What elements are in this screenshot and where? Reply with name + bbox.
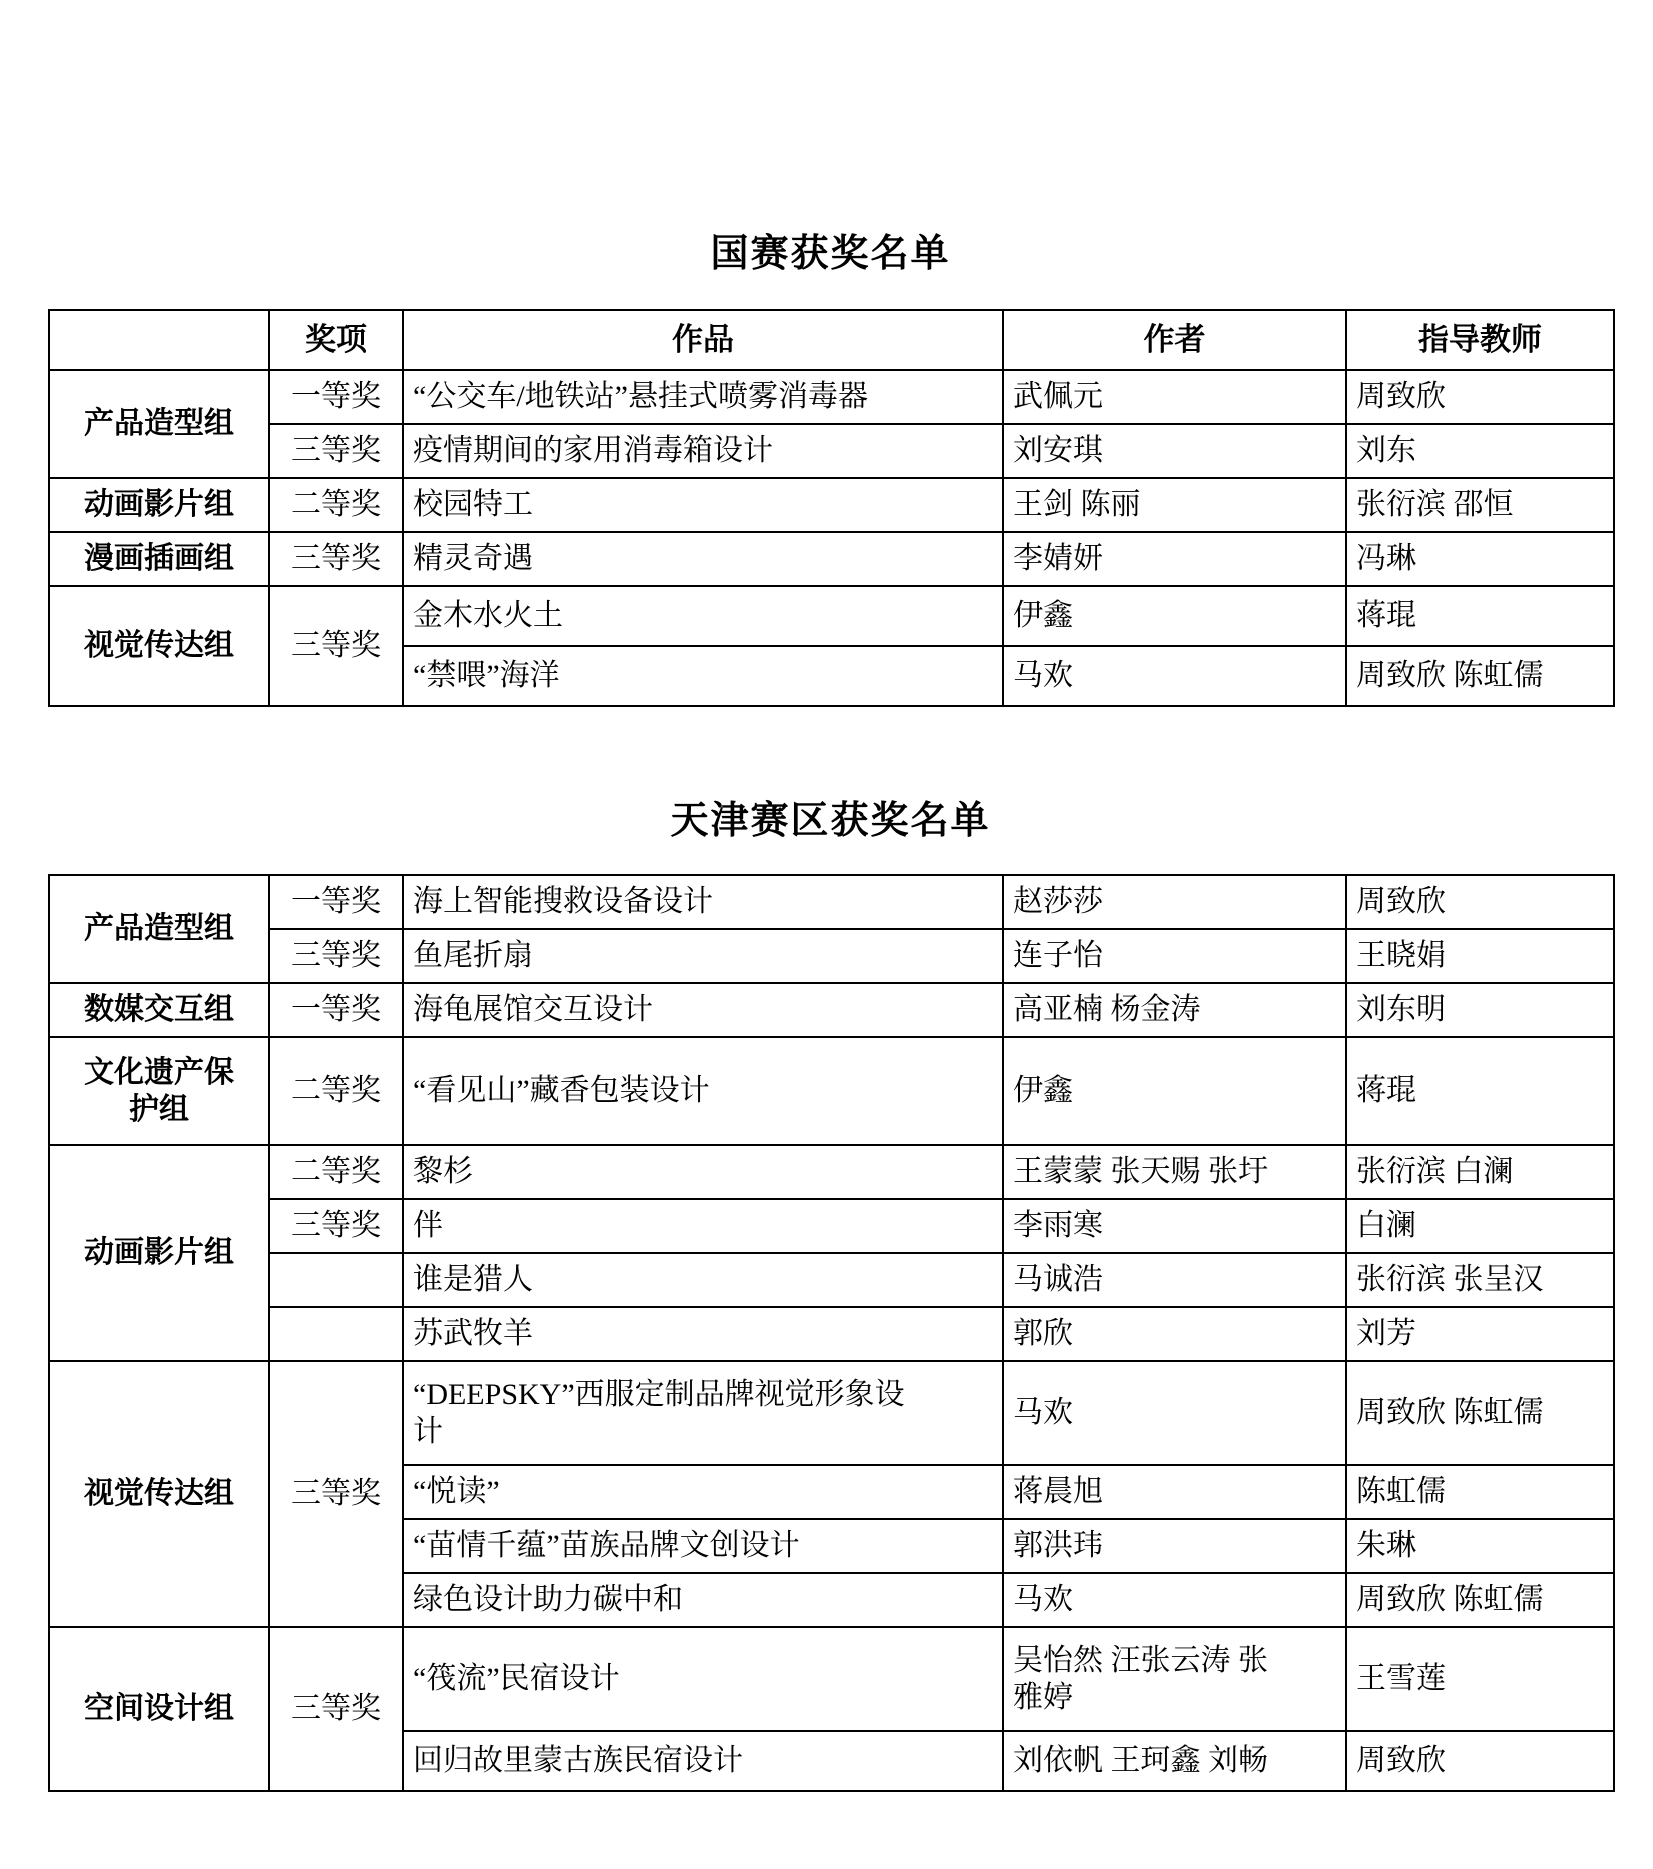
award-cell: 三等奖 [269, 929, 403, 983]
author-cell: 高亚楠 杨金涛 [1003, 983, 1346, 1037]
work-cell [403, 1361, 1003, 1465]
header-work: 作品 [403, 310, 1003, 370]
author-cell: 刘依帆 王珂鑫 刘畅 [1003, 1731, 1346, 1791]
author-cell: 伊鑫 [1003, 1037, 1346, 1145]
author-cell: 马欢 [1003, 1573, 1346, 1627]
teacher-cell: 蒋琨 [1346, 586, 1614, 646]
group-cell: 数媒交互组 [49, 983, 269, 1037]
group-cell: 视觉传达组 [49, 1361, 269, 1627]
author-cell: 王剑 陈丽 [1003, 478, 1346, 532]
teacher-cell: 周致欣 [1346, 875, 1614, 929]
teacher-cell: 周致欣 陈虹儒 [1346, 646, 1614, 706]
award-cell: 三等奖 [269, 532, 403, 586]
author-cell: 马欢 [1003, 646, 1346, 706]
work-cell: 金木水火土 [403, 586, 1003, 646]
work-cell: 鱼尾折扇 [403, 929, 1003, 983]
teacher-cell: 冯琳 [1346, 532, 1614, 586]
header-teacher: 指导教师 [1346, 310, 1614, 370]
table-header-row [49, 310, 1614, 370]
work-cell: 疫情期间的家用消毒箱设计 [403, 424, 1003, 478]
tianjin-awards-table [48, 874, 1615, 1792]
national-awards-table [48, 309, 1615, 707]
teacher-cell: 张衍滨 张呈汉 [1346, 1253, 1614, 1307]
work-cell: “悦读” [403, 1465, 1003, 1519]
award-cell: 二等奖 [269, 1145, 403, 1199]
author-cell: 马诚浩 [1003, 1253, 1346, 1307]
teacher-cell: 王晓娟 [1346, 929, 1614, 983]
award-cell: 二等奖 [269, 478, 403, 532]
group-cell: 漫画插画组 [49, 532, 269, 586]
group-cell: 产品造型组 [49, 875, 269, 983]
table-row [49, 1037, 1614, 1145]
award-cell [269, 1307, 403, 1361]
award-cell: 一等奖 [269, 370, 403, 424]
award-cell: 二等奖 [269, 1037, 403, 1145]
national-list-title: 国赛获奖名单 [710, 233, 951, 275]
group-cell: 产品造型组 [49, 370, 269, 478]
work-cell: “公交车/地铁站”悬挂式喷雾消毒器 [403, 370, 1003, 424]
table-row [49, 1253, 1614, 1307]
work-cell: 黎杉 [403, 1145, 1003, 1199]
header-author: 作者 [1003, 310, 1346, 370]
teacher-cell: 陈虹儒 [1346, 1465, 1614, 1519]
group-cell: 动画影片组 [49, 478, 269, 532]
table-row [49, 424, 1614, 478]
award-cell [269, 1253, 403, 1307]
teacher-cell: 周致欣 [1346, 1731, 1614, 1791]
group-cell: 动画影片组 [49, 1145, 269, 1361]
table-row [49, 1145, 1614, 1199]
table-row [49, 532, 1614, 586]
author-cell: 连子怡 [1003, 929, 1346, 983]
group-cell: 空间设计组 [49, 1627, 269, 1791]
teacher-cell: 朱琳 [1346, 1519, 1614, 1573]
author-cell: 赵莎莎 [1003, 875, 1346, 929]
author-cell [1003, 1627, 1346, 1731]
work-cell: 校园特工 [403, 478, 1003, 532]
teacher-cell: 张衍滨 白澜 [1346, 1145, 1614, 1199]
table-row [49, 929, 1614, 983]
header-group [49, 310, 269, 370]
award-cell: 三等奖 [269, 1627, 403, 1791]
work-cell: 精灵奇遇 [403, 532, 1003, 586]
award-cell: 三等奖 [269, 1199, 403, 1253]
work-cell: 伴 [403, 1199, 1003, 1253]
teacher-cell: 周致欣 [1346, 370, 1614, 424]
award-cell: 三等奖 [269, 424, 403, 478]
tianjin-list-title: 天津赛区获奖名单 [670, 800, 991, 842]
work-cell: 苏武牧羊 [403, 1307, 1003, 1361]
award-cell: 一等奖 [269, 875, 403, 929]
table-row [49, 1307, 1614, 1361]
author-cell-text: 吴怡然 汪张云涛 张雅婷 [1013, 1643, 1268, 1714]
author-cell: 刘安琪 [1003, 424, 1346, 478]
author-cell: 郭洪玮 [1003, 1519, 1346, 1573]
work-cell: “禁喂”海洋 [403, 646, 1003, 706]
table-row [49, 1199, 1614, 1253]
teacher-cell: 王雪莲 [1346, 1627, 1614, 1731]
teacher-cell: 张衍滨 邵恒 [1346, 478, 1614, 532]
work-cell: “看见山”藏香包装设计 [403, 1037, 1003, 1145]
author-cell: 武佩元 [1003, 370, 1346, 424]
award-cell: 一等奖 [269, 983, 403, 1037]
teacher-cell: 刘东 [1346, 424, 1614, 478]
author-cell: 李雨寒 [1003, 1199, 1346, 1253]
award-cell: 三等奖 [269, 1361, 403, 1627]
table-row [49, 1361, 1614, 1465]
teacher-cell: 周致欣 陈虹儒 [1346, 1361, 1614, 1465]
table-row [49, 586, 1614, 646]
teacher-cell: 白澜 [1346, 1199, 1614, 1253]
work-cell: “苗情千蕴”苗族品牌文创设计 [403, 1519, 1003, 1573]
author-cell: 王蒙蒙 张天赐 张圩 [1003, 1145, 1346, 1199]
header-award: 奖项 [269, 310, 403, 370]
author-cell: 蒋晨旭 [1003, 1465, 1346, 1519]
table-row [49, 478, 1614, 532]
table-row [49, 875, 1614, 929]
author-cell: 伊鑫 [1003, 586, 1346, 646]
work-cell: 海龟展馆交互设计 [403, 983, 1003, 1037]
author-cell: 马欢 [1003, 1361, 1346, 1465]
teacher-cell: 蒋琨 [1346, 1037, 1614, 1145]
teacher-cell: 周致欣 陈虹儒 [1346, 1573, 1614, 1627]
group-cell [49, 1037, 269, 1145]
table-row [49, 983, 1614, 1037]
author-cell: 李婧妍 [1003, 532, 1346, 586]
work-cell-text: “DEEPSKY”西服定制品牌视觉形象设计 [413, 1377, 905, 1448]
teacher-cell: 刘东明 [1346, 983, 1614, 1037]
work-cell: 回归故里蒙古族民宿设计 [403, 1731, 1003, 1791]
teacher-cell: 刘芳 [1346, 1307, 1614, 1361]
author-cell: 郭欣 [1003, 1307, 1346, 1361]
group-cell: 视觉传达组 [49, 586, 269, 706]
table-row [49, 370, 1614, 424]
award-cell: 三等奖 [269, 586, 403, 706]
work-cell: 谁是猎人 [403, 1253, 1003, 1307]
group-cell-text: 文化遗产保护组 [84, 1055, 234, 1126]
work-cell: “筏流”民宿设计 [403, 1627, 1003, 1731]
work-cell: 海上智能搜救设备设计 [403, 875, 1003, 929]
work-cell: 绿色设计助力碳中和 [403, 1573, 1003, 1627]
table-row [49, 1627, 1614, 1731]
